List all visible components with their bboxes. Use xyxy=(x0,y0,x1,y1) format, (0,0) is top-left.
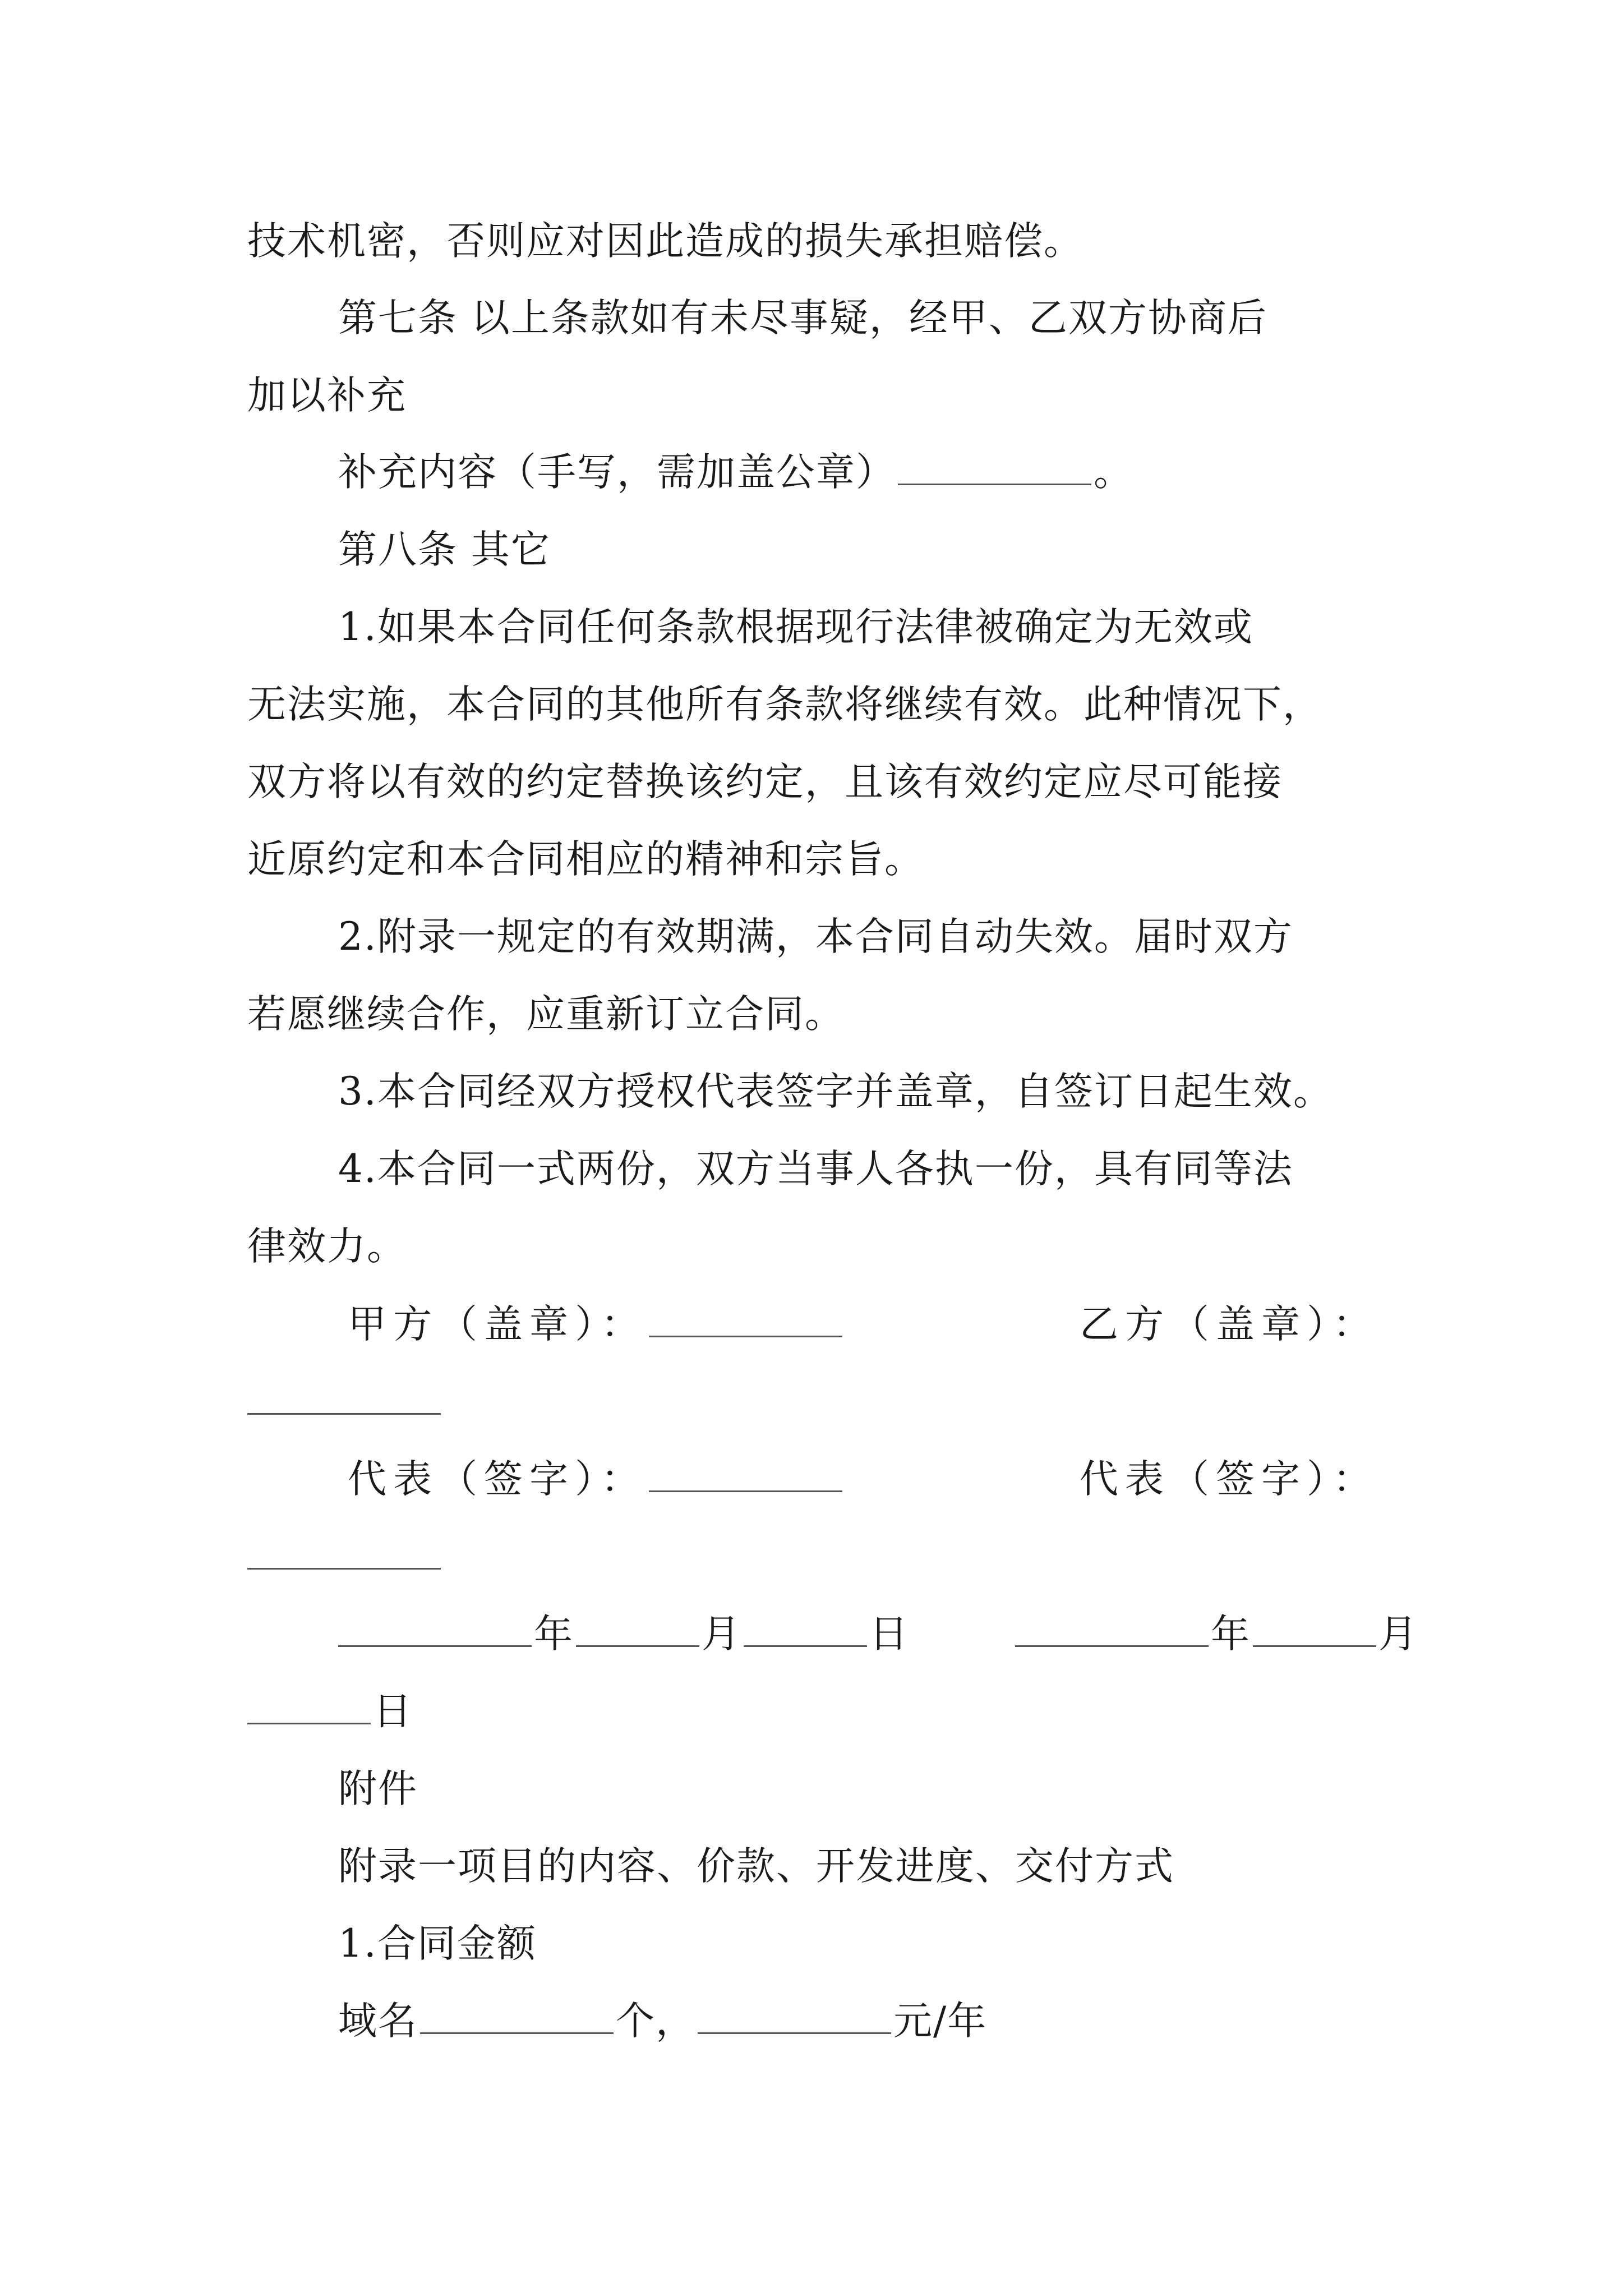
month-b-blank[interactable] xyxy=(1253,1612,1376,1647)
rep-a-label: 代表（签字）： xyxy=(348,1457,647,1502)
date-b xyxy=(1015,1609,1418,1659)
domain-price-line xyxy=(338,1996,987,2046)
rep-a-blank[interactable] xyxy=(649,1457,842,1492)
rep-b-sign xyxy=(1080,1454,1378,1504)
paragraph-line xyxy=(247,834,924,885)
text: 附件 xyxy=(338,1766,418,1811)
party-b-label: 乙方（盖章）： xyxy=(1080,1302,1378,1347)
clause-1-line xyxy=(338,602,1253,652)
text: 第七条 以上条款如有未尽事疑，经甲、乙双方协商后 xyxy=(338,296,1267,341)
year-label: 年 xyxy=(534,1612,574,1657)
text: 3.本合同经双方授权代表签字并盖章，自签订日起生效。 xyxy=(338,1069,1333,1114)
rep-b-label: 代表（签字）： xyxy=(1080,1457,1378,1502)
text: 律效力。 xyxy=(247,1224,407,1269)
party-a-label: 甲方（盖章）： xyxy=(348,1302,647,1347)
party-b-blank-line xyxy=(247,1377,443,1427)
month-label: 月 xyxy=(702,1612,741,1657)
text: 4.本合同一式两份，双方当事人各执一份，具有同等法 xyxy=(338,1147,1293,1191)
month-a-blank[interactable] xyxy=(576,1612,699,1647)
date-b-day-line xyxy=(247,1686,413,1737)
domain-count-blank[interactable] xyxy=(420,1999,614,2034)
rep-b-blank[interactable] xyxy=(247,1534,441,1570)
domain-price-blank[interactable] xyxy=(698,1999,891,2034)
text: 2.附录一规定的有效期满，本合同自动失效。届时双方 xyxy=(338,914,1293,959)
rep-a-sign xyxy=(348,1454,845,1504)
text: 补充内容（手写，需加盖公章） xyxy=(338,450,896,495)
paragraph-line xyxy=(247,989,845,1039)
price-unit-label: 元/年 xyxy=(893,1999,988,2044)
day-a-blank[interactable] xyxy=(744,1612,867,1647)
article-7-line xyxy=(338,293,1267,343)
day-label: 日 xyxy=(869,1612,909,1657)
text: 技术机密，否则应对因此造成的损失承担赔偿。 xyxy=(247,219,1083,264)
fill-in-blank[interactable] xyxy=(898,450,1091,485)
year-a-blank[interactable] xyxy=(338,1612,532,1647)
clause-4-line xyxy=(338,1144,1293,1194)
text: 无法实施，本合同的其他所有条款将继续有效。此种情况下， xyxy=(247,682,1322,727)
clause-2-line xyxy=(338,912,1293,962)
year-label: 年 xyxy=(1211,1612,1251,1657)
day-b-blank[interactable] xyxy=(247,1689,371,1724)
text: 若愿继续合作，应重新订立合同。 xyxy=(247,992,845,1037)
text: 1.如果本合同任何条款根据现行法律被确定为无效或 xyxy=(338,605,1253,650)
appendix-heading xyxy=(338,1764,418,1814)
paragraph-line xyxy=(247,370,407,421)
date-a xyxy=(338,1609,909,1659)
month-label: 月 xyxy=(1378,1612,1418,1657)
text: 附录一项目的内容、价款、开发进度、交付方式 xyxy=(338,1844,1174,1889)
paragraph-line xyxy=(247,679,1322,730)
text: 近原约定和本合同相应的精神和宗旨。 xyxy=(247,837,924,882)
text: 1.合同金额 xyxy=(338,1921,537,1966)
party-a-blank[interactable] xyxy=(649,1302,842,1337)
party-b-seal xyxy=(1080,1299,1378,1350)
paragraph-line xyxy=(247,1221,407,1272)
text: 双方将以有效的约定替换该约定，且该有效约定应尽可能接 xyxy=(247,760,1283,804)
party-a-seal xyxy=(348,1299,845,1350)
text: 。 xyxy=(1094,450,1133,495)
domain-label: 域名 xyxy=(338,1999,418,2044)
paragraph-line xyxy=(247,757,1283,807)
clause-3-line xyxy=(338,1066,1333,1117)
article-8-heading xyxy=(338,524,551,575)
day-label: 日 xyxy=(373,1689,413,1734)
paragraph-line xyxy=(247,216,1083,266)
supplement-line xyxy=(338,447,1133,498)
party-b-blank[interactable] xyxy=(247,1379,441,1415)
text: 加以补充 xyxy=(247,373,407,418)
appendix-item-1 xyxy=(338,1918,537,1969)
appendix-title xyxy=(338,1841,1174,1892)
rep-b-blank-line xyxy=(247,1531,443,1582)
count-unit-label: 个， xyxy=(616,1999,695,2044)
year-b-blank[interactable] xyxy=(1015,1612,1209,1647)
text: 第八条 其它 xyxy=(338,527,551,572)
